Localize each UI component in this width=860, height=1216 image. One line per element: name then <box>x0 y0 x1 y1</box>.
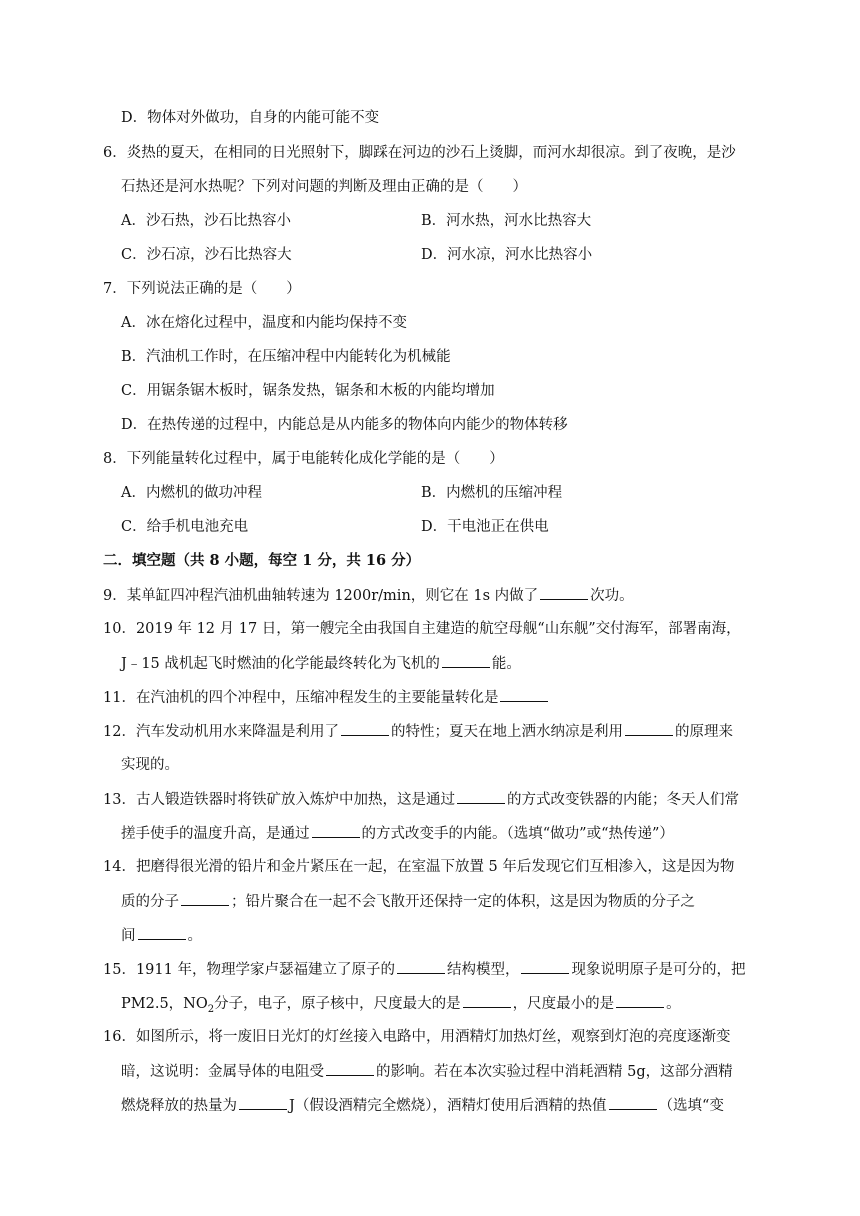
q6-option-a: A．沙石热，沙石比热容小 <box>121 213 291 229</box>
q12-text-a: 12．汽车发动机用水来降温是利用了 <box>103 724 339 740</box>
answer-blank[interactable] <box>457 789 505 804</box>
q11 <box>103 687 550 708</box>
answer-blank[interactable] <box>616 993 664 1008</box>
q14-text-a: 质的分子 <box>121 894 179 910</box>
q15-text-d: PM2.5，NO <box>121 996 208 1012</box>
q7-stem: 7．下列说法正确的是（ ） <box>103 281 301 297</box>
answer-blank[interactable] <box>463 993 511 1008</box>
q8-option-c: C．给手机电池充电 <box>121 519 249 535</box>
answer-blank[interactable] <box>181 891 229 906</box>
q14-line3 <box>121 925 202 946</box>
q12-text-b: 的特性；夏天在地上洒水纳凉是利用 <box>390 724 623 740</box>
q13-text-b: 的方式改变铁器的内能；冬天人们常 <box>506 792 739 808</box>
q8-option-d: D．干电池正在供电 <box>421 519 549 535</box>
q10-line1: 10．2019 年 12 月 17 日，第一艘完全由我国自主建造的航空母舰“山东舰”交付海军，部署南海， <box>103 621 741 637</box>
q8-stem: 8．下列能量转化过程中，属于电能转化成化学能的是（ ） <box>103 451 504 467</box>
q16-text-e: （选填“变 <box>658 1098 724 1114</box>
q16-line3 <box>121 1095 724 1116</box>
q7-option-b: B．汽油机工作时，在压缩冲程中内能转化为机械能 <box>121 349 451 365</box>
answer-blank[interactable] <box>609 1095 657 1110</box>
q6-option-b: B．河水热，河水比热容大 <box>421 213 592 229</box>
answer-blank[interactable] <box>326 1061 374 1076</box>
q10-text-a: J﹣15 战机起飞时燃油的化学能最终转化为飞机的 <box>121 656 440 672</box>
q5-option-d: D．物体对外做功，自身的内能可能不变 <box>121 110 380 126</box>
answer-blank[interactable] <box>625 721 673 736</box>
q15-text-b: 结构模型， <box>446 962 520 978</box>
q7-option-d: D．在热传递的过程中，内能总是从内能多的物体向内能少的物体转移 <box>121 417 568 433</box>
answer-blank[interactable] <box>138 925 186 940</box>
q13-text-a: 13．古人锻造铁器时将铁矿放入炼炉中加热，这是通过 <box>103 792 455 808</box>
q16-text-b: 的影响。若在本次实验过程中消耗酒精 5g，这部分酒精 <box>376 1064 733 1080</box>
answer-blank[interactable] <box>442 653 490 668</box>
q13-line2 <box>121 823 674 844</box>
q6-stem-line2: 石热还是河水热呢？下列对问题的判断及理由正确的是（ ） <box>121 179 527 195</box>
q16-text-d: J（假设酒精完全燃烧），酒精灯使用后酒精的热值 <box>289 1098 607 1114</box>
q12-text-c: 的原理来 <box>674 724 733 740</box>
q8-option-a: A．内燃机的做功冲程 <box>121 485 262 501</box>
answer-blank[interactable] <box>540 585 588 600</box>
q14-text-d: 。 <box>187 928 202 944</box>
q14-text-b: ；铅片聚合在一起不会飞散开还保持一定的体积，这是因为物质的分子之 <box>231 894 695 910</box>
q15-text-g: 。 <box>666 996 681 1012</box>
q14-line1: 14．把磨得很光滑的铅片和金片紧压在一起，在室温下放置 5 年后发现它们互相渗入，这是因为物 <box>103 859 735 875</box>
q15-text-a: 15．1911 年，物理学家卢瑟福建立了原子的 <box>103 962 395 978</box>
q7-option-c: C．用锯条锯木板时，锯条发热，锯条和木板的内能均增加 <box>121 383 495 399</box>
q15-line1 <box>103 959 745 980</box>
q13-text-d: 的方式改变手的内能。（选填“做功”或“热传递”） <box>361 826 674 842</box>
q6-option-d: D．河水凉，河水比热容小 <box>421 247 593 263</box>
q14-line2 <box>121 891 695 912</box>
answer-blank[interactable] <box>397 959 445 974</box>
answer-blank[interactable] <box>312 823 360 838</box>
q12-line1 <box>103 721 733 742</box>
answer-blank[interactable] <box>521 959 569 974</box>
q10-text-b: 能。 <box>491 656 521 672</box>
answer-blank[interactable] <box>341 721 389 736</box>
q15-subscript: 2 <box>207 1003 215 1015</box>
q8-option-b: B．内燃机的压缩冲程 <box>421 485 563 501</box>
q13-line1 <box>103 789 739 810</box>
q14-text-c: 间 <box>121 928 136 944</box>
q12-line2: 实现的。 <box>121 757 179 773</box>
q9-text-a: 9．某单缸四冲程汽油机曲轴转速为 1200r/min，则它在 1s 内做了 <box>103 588 539 604</box>
section-heading: 二．填空题（共 8 小题，每空 1 分，共 16 分） <box>103 552 421 569</box>
q16-line1: 16．如图所示，将一废旧日光灯的灯丝接入电路中，用酒精灯加热灯丝，观察到灯泡的亮度逐渐变 <box>103 1029 731 1045</box>
q9 <box>103 585 634 606</box>
q13-text-c: 搓手使手的温度升高，是通过 <box>121 826 310 842</box>
q15-text-e: 分子，电子，原子核中，尺度最大的是 <box>214 996 461 1012</box>
q10-line2 <box>121 653 521 674</box>
q7-option-a: A．冰在熔化过程中，温度和内能均保持不变 <box>121 315 407 331</box>
q16-text-c: 燃烧释放的热量为 <box>121 1098 237 1114</box>
q6-option-c: C．沙石凉，沙石比热容大 <box>121 247 292 263</box>
q11-text-a: 11．在汽油机的四个冲程中，压缩冲程发生的主要能量转化是 <box>103 690 499 706</box>
q16-text-a: 暗，这说明：金属导体的电阻受 <box>121 1064 324 1080</box>
q6-stem-line1: 6．炎热的夏天，在相同的日光照射下，脚踩在河边的沙石上烫脚，而河水却很凉。到了夜晚，是沙 <box>103 145 736 161</box>
q15-text-c: 现象说明原子是可分的，把 <box>571 962 746 978</box>
answer-blank[interactable] <box>239 1095 287 1110</box>
q15-text-f: ，尺度最小的是 <box>512 996 615 1012</box>
q15-line2 <box>121 993 681 1020</box>
q9-text-b: 次功。 <box>590 588 634 604</box>
answer-blank[interactable] <box>500 687 548 702</box>
q16-line2 <box>121 1061 733 1082</box>
